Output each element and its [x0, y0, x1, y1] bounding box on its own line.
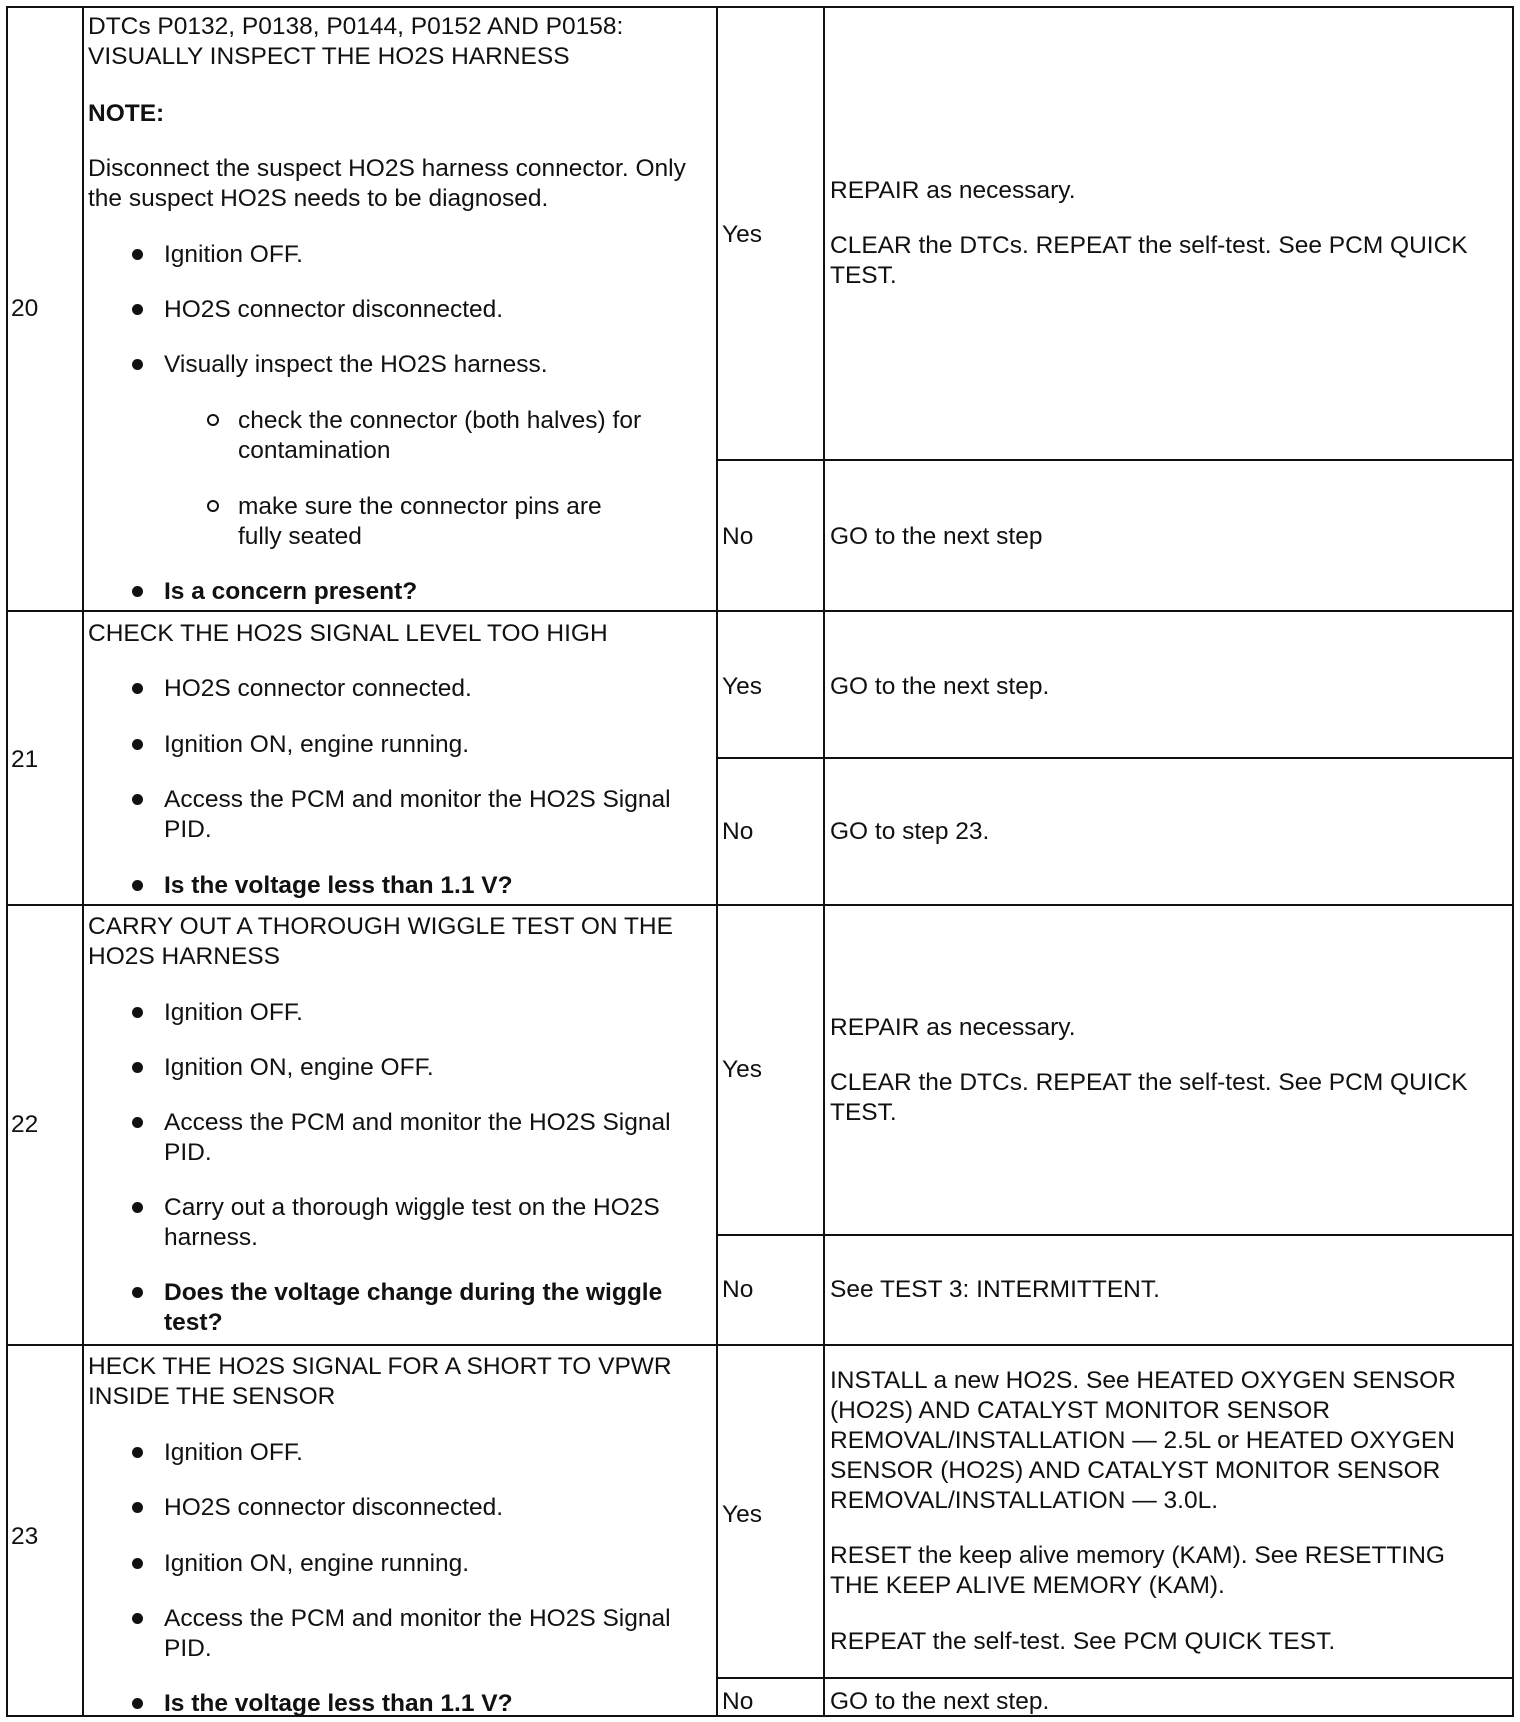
bullet-icon: [132, 683, 143, 694]
yes-result: REMOVAL/INSTALLATION — 2.5L or HEATED OXYGEN: [830, 1427, 1455, 1454]
yes-result: RESET the keep alive memory (KAM). See RESETTING: [830, 1542, 1445, 1569]
action-item: Access the PCM and monitor the HO2S Signal: [164, 1605, 671, 1632]
yes-result: CLEAR the DTCs. REPEAT the self-test. See PCM QUICK: [830, 1069, 1468, 1096]
question: Is the voltage less than 1.1 V?: [164, 1690, 513, 1717]
note-text: the suspect HO2S needs to be diagnosed.: [88, 185, 549, 212]
yes-result: (HO2S) AND CATALYST MONITOR SENSOR: [830, 1397, 1331, 1424]
yes-label: Yes: [722, 1501, 762, 1528]
action-item: Visually inspect the HO2S harness.: [164, 351, 548, 378]
step-title: CHECK THE HO2S SIGNAL LEVEL TOO HIGH: [88, 620, 608, 647]
bullet-icon: [132, 1007, 143, 1018]
column-divider-answer: [823, 6, 825, 1717]
bullet-icon: [132, 359, 143, 370]
question: Is a concern present?: [164, 578, 418, 605]
step-number: 20: [11, 295, 39, 322]
yes-label: Yes: [722, 221, 762, 248]
bullet-icon: [132, 794, 143, 805]
action-item: Ignition OFF.: [164, 1439, 303, 1466]
sub-bullet-icon: [207, 414, 219, 426]
yes-result: TEST.: [830, 262, 897, 289]
action-item: PID.: [164, 1635, 212, 1662]
step-number: 23: [11, 1523, 39, 1550]
row-divider-21-22: [6, 904, 1514, 906]
yes-result: TEST.: [830, 1099, 897, 1126]
step-title: CARRY OUT A THOROUGH WIGGLE TEST ON THE: [88, 913, 673, 940]
bullet-icon: [132, 1558, 143, 1569]
no-result: GO to step 23.: [830, 818, 990, 845]
bullet-icon: [132, 1202, 143, 1213]
bullet-icon: [132, 1698, 143, 1709]
yes-result: REMOVAL/INSTALLATION — 3.0L.: [830, 1487, 1219, 1514]
bullet-icon: [132, 586, 143, 597]
step-number: 22: [11, 1111, 39, 1138]
bullet-icon: [132, 1062, 143, 1073]
yes-result: SENSOR (HO2S) AND CATALYST MONITOR SENSOR: [830, 1457, 1441, 1484]
sub-item: make sure the connector pins are: [238, 493, 602, 520]
action-item: HO2S connector disconnected.: [164, 296, 504, 323]
note-text: Disconnect the suspect HO2S harness connector. Only: [88, 155, 686, 182]
no-result: See TEST 3: INTERMITTENT.: [830, 1276, 1160, 1303]
sub-item: check the connector (both halves) for: [238, 407, 642, 434]
no-label: No: [722, 1276, 754, 1303]
action-item: Access the PCM and monitor the HO2S Signal: [164, 786, 671, 813]
no-label: No: [722, 818, 754, 845]
step-title: VISUALLY INSPECT THE HO2S HARNESS: [88, 43, 570, 70]
yes-label: Yes: [722, 673, 762, 700]
bullet-icon: [132, 739, 143, 750]
yes-no-divider-22: [716, 1234, 1514, 1236]
yes-result: REPAIR as necessary.: [830, 1014, 1076, 1041]
action-item: Ignition ON, engine OFF.: [164, 1054, 434, 1081]
note-label: NOTE:: [88, 100, 165, 127]
bullet-icon: [132, 880, 143, 891]
bullet-icon: [132, 1117, 143, 1128]
yes-result: GO to the next step.: [830, 673, 1050, 700]
no-label: No: [722, 523, 754, 550]
bullet-icon: [132, 1502, 143, 1513]
column-divider-number: [82, 6, 84, 1717]
action-item: HO2S connector connected.: [164, 675, 472, 702]
yes-no-divider-23: [716, 1677, 1514, 1679]
yes-label: Yes: [722, 1056, 762, 1083]
action-item: Carry out a thorough wiggle test on the HO2S: [164, 1194, 660, 1221]
step-number: 21: [11, 746, 39, 773]
action-item: harness.: [164, 1224, 258, 1251]
sub-item: fully seated: [238, 523, 362, 550]
action-item: Ignition ON, engine running.: [164, 731, 470, 758]
action-item: Access the PCM and monitor the HO2S Signal: [164, 1109, 671, 1136]
bullet-icon: [132, 1447, 143, 1458]
step-title: HECK THE HO2S SIGNAL FOR A SHORT TO VPWR: [88, 1353, 672, 1380]
step-title: INSIDE THE SENSOR: [88, 1383, 336, 1410]
action-item: Ignition OFF.: [164, 241, 303, 268]
yes-result: THE KEEP ALIVE MEMORY (KAM).: [830, 1572, 1225, 1599]
yes-result: INSTALL a new HO2S. See HEATED OXYGEN SENSOR: [830, 1367, 1456, 1394]
bullet-icon: [132, 1613, 143, 1624]
bullet-icon: [132, 304, 143, 315]
question: Does the voltage change during the wiggle: [164, 1279, 663, 1306]
row-divider-20-21: [6, 610, 1514, 612]
bullet-icon: [132, 249, 143, 260]
no-result: GO to the next step: [830, 523, 1043, 550]
no-label: No: [722, 1688, 754, 1715]
yes-result: REPAIR as necessary.: [830, 177, 1076, 204]
action-item: PID.: [164, 1139, 212, 1166]
action-item: Ignition ON, engine running.: [164, 1550, 470, 1577]
action-item: HO2S connector disconnected.: [164, 1494, 504, 1521]
sub-bullet-icon: [207, 500, 219, 512]
yes-no-divider-21: [716, 757, 1514, 759]
action-item: Ignition OFF.: [164, 999, 303, 1026]
sub-item: contamination: [238, 437, 391, 464]
question: test?: [164, 1309, 223, 1336]
action-item: PID.: [164, 816, 212, 843]
column-divider-action: [716, 6, 718, 1717]
yes-no-divider-20: [716, 459, 1514, 461]
question: Is the voltage less than 1.1 V?: [164, 872, 513, 899]
step-title: HO2S HARNESS: [88, 943, 280, 970]
bullet-icon: [132, 1287, 143, 1298]
yes-result: CLEAR the DTCs. REPEAT the self-test. See PCM QUICK: [830, 232, 1468, 259]
yes-result: REPEAT the self-test. See PCM QUICK TEST.: [830, 1628, 1336, 1655]
row-divider-22-23: [6, 1344, 1514, 1346]
no-result: GO to the next step.: [830, 1688, 1050, 1715]
step-title: DTCs P0132, P0138, P0144, P0152 AND P0158:: [88, 13, 624, 40]
